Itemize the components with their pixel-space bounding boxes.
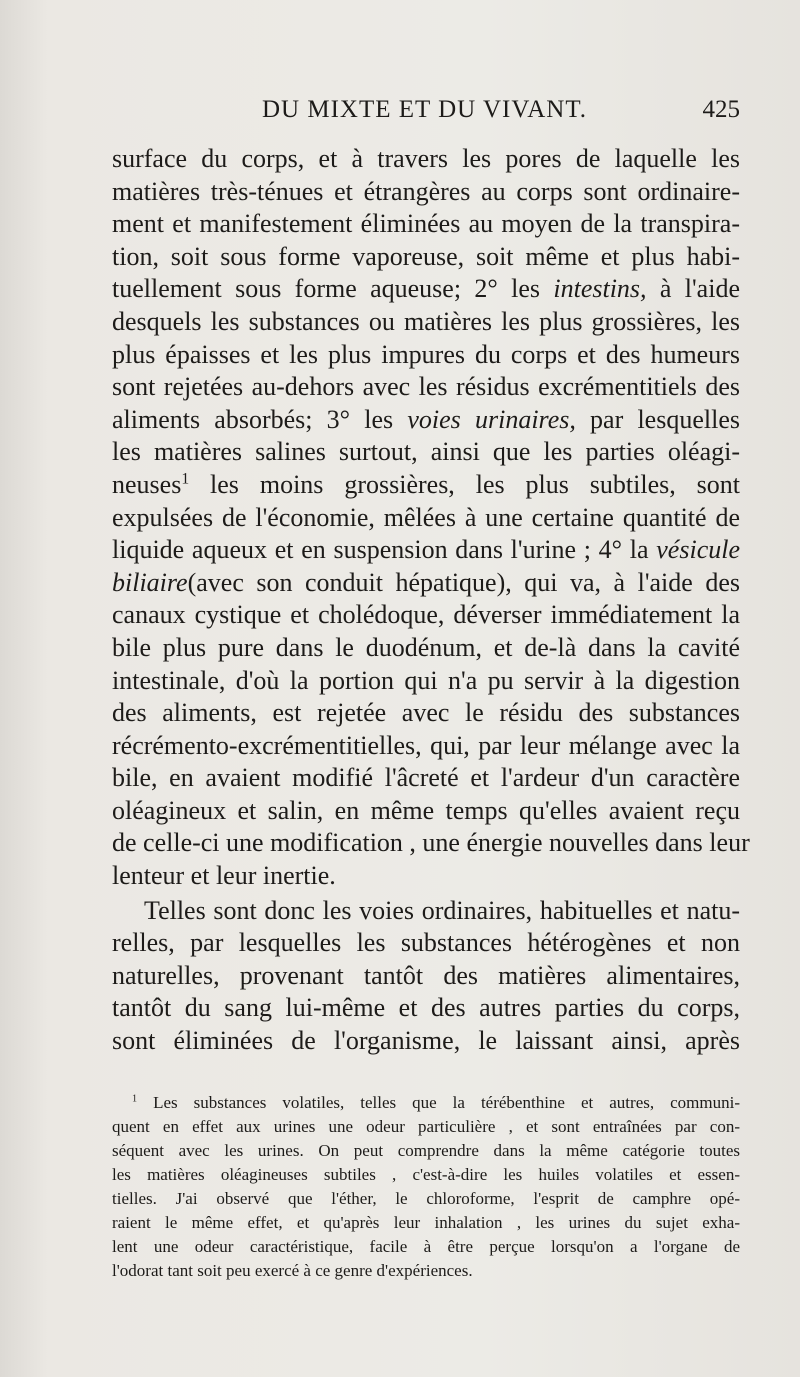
text-line: ment et manifestement éliminées au moyen de la transpira- [112, 209, 740, 239]
footnote-line [112, 1091, 740, 1115]
footnote [112, 1091, 740, 1283]
text-line: bile, en avaient modifié l'âcreté et l'ardeur d'un caractère [112, 763, 740, 793]
text-line [112, 567, 740, 600]
text-line [112, 534, 740, 567]
text-line: plus épaisses et les plus impures du corps et des humeurs [112, 339, 740, 369]
footnote-line: quent en effet aux urines une odeur particulière , et sont entraînées par con- [112, 1117, 740, 1136]
text-line: relles, par lesquelles les substances hétérogènes et non [112, 928, 740, 958]
text-line: desquels les substances ou matières les plus grossières, les [112, 306, 740, 336]
text-line: les matières salines surtout, ainsi que les parties oléagi- [112, 437, 740, 467]
text-segment: liquide aqueux et en suspension dans l'urine ; 4° la [112, 535, 657, 565]
text-line: canaux cystique et cholédoque, déverser immédiatement la [112, 600, 740, 630]
text-segment: neuses [112, 469, 182, 499]
text-line: intestinale, d'où la portion qui n'a pu servir à la digestion [112, 665, 740, 695]
text-line: lenteur et leur inertie. [112, 861, 336, 891]
text-segment: (avec son conduit hépatique), qui va, à l'aide des [187, 567, 740, 597]
text-line [112, 273, 740, 306]
italic-term: intestins, [553, 274, 647, 304]
text-line: des aliments, est rejetée avec le résidu des substances [112, 698, 740, 728]
footnote-reference: 1 [181, 470, 190, 488]
main-text [112, 143, 750, 1058]
footnote-line: lent une odeur caractéristique, facile à être perçue lorsqu'on a l'organe de [112, 1237, 740, 1256]
text-line: sont éliminées de l'organisme, le laissant ainsi, après [112, 1026, 740, 1056]
footnote-line: tielles. J'ai observé que l'éther, le chloroforme, l'esprit de camphre opé- [112, 1189, 740, 1208]
text-line [112, 469, 740, 502]
text-line [112, 404, 740, 437]
text-line: récrémento-excrémentitielles, qui, par leur mélange avec la [112, 730, 740, 760]
footnote-line: l'odorat tant soit peu exercé à ce genre d'expériences. [112, 1261, 473, 1280]
text-segment: à l'aide [646, 274, 740, 304]
text-line: expulsées de l'économie, mêlées à une certaine quantité de [112, 502, 740, 532]
text-line: sont rejetées au-dehors avec les résidus excrémentitiels des [112, 372, 740, 402]
text-segment: tuellement sous forme aqueuse; 2° les [112, 274, 554, 304]
footnote-line: séquent avec les urines. On peut comprendre dans la même catégorie toutes [112, 1141, 740, 1160]
italic-term: biliaire [112, 567, 188, 597]
footnote-line: raient le même effet, et qu'après leur inhalation , les urines du sujet exha- [112, 1213, 740, 1232]
text-line: surface du corps, et à travers les pores de laquelle les [112, 144, 740, 173]
text-line: oléagineux et salin, en même temps qu'elles avaient reçu [112, 795, 740, 825]
footnote-marker: 1 [132, 1093, 138, 1105]
text-line: tion, soit sous forme vaporeuse, soit même et plus habi- [112, 241, 740, 271]
page-header [112, 96, 740, 130]
text-line: matières très-ténues et étrangères au corps sont ordinaire- [112, 176, 740, 206]
italic-term: voies urinaires, [407, 404, 576, 434]
text-segment: par lesquelles [575, 404, 740, 434]
running-title: DU MIXTE ET DU VIVANT. [262, 96, 587, 123]
page-number: 425 [702, 96, 740, 123]
text-segment: les moins grossières, les plus subtiles, sont [189, 469, 740, 499]
text-segment: Les substances volatiles, telles que la térébenthine et autres, communi- [137, 1093, 740, 1112]
footnote-line: les matières oléagineuses subtiles , c'est-à-dire les huiles volatiles et essen- [112, 1165, 740, 1184]
text-line: tantôt du sang lui-même et des autres parties du corps, [112, 993, 740, 1023]
text-line: naturelles, provenant tantôt des matières alimentaires, [112, 960, 740, 990]
italic-term: vésicule [656, 535, 740, 565]
text-segment: aliments absorbés; 3° les [112, 404, 408, 434]
text-line: Telles sont donc les voies ordinaires, habituelles et natu- [144, 895, 740, 925]
text-line: bile plus pure dans le duodénum, et de-là dans la cavité [112, 632, 740, 662]
text-line: de celle-ci une modification , une énergie nouvelles dans leur [112, 828, 750, 858]
